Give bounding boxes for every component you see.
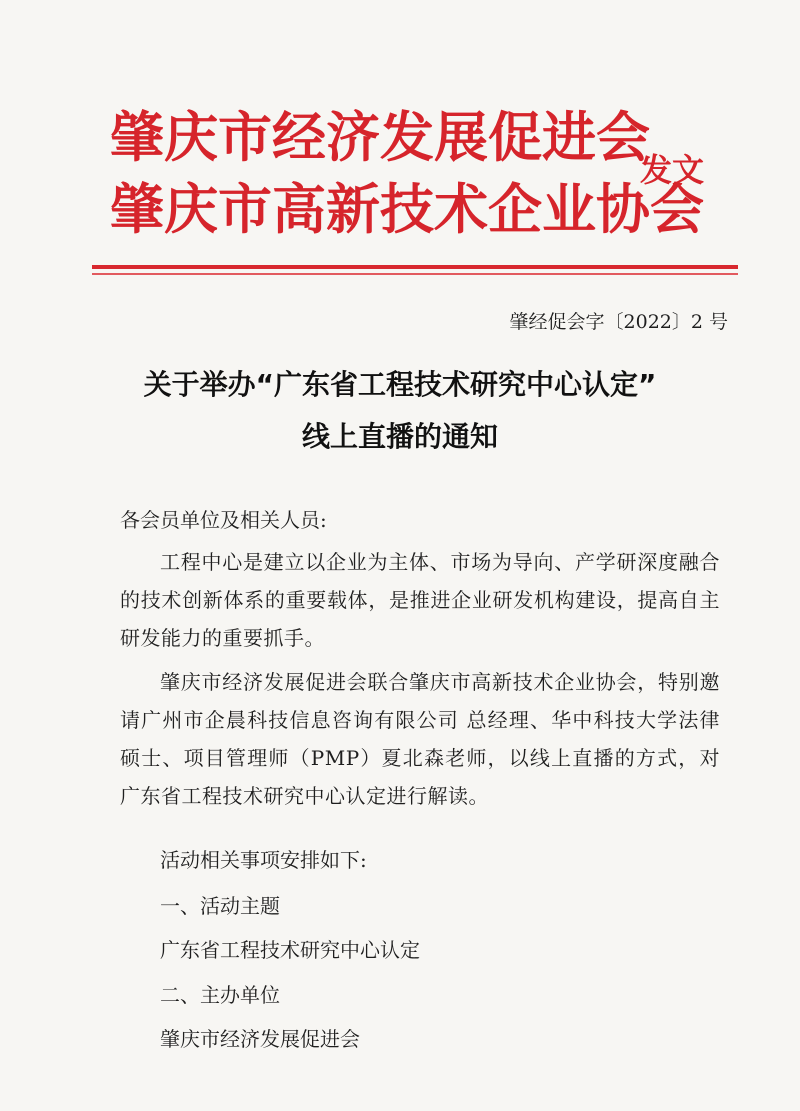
document-title-line-2: 线上直播的通知 (301, 420, 498, 453)
salutation: 各会员单位及相关人员: (120, 508, 327, 532)
org-name-2: 肇庆市高新技术企业协会 (110, 178, 704, 241)
section-1-value: 广东省工程技术研究中心认定 (160, 938, 420, 962)
red-rule-thin (92, 273, 738, 275)
section-1-heading: 一、活动主题 (160, 894, 280, 918)
doc-number: 肇经促会字〔2022〕2 号 (509, 311, 728, 333)
red-rule-thick (92, 265, 738, 269)
paragraph-2: 肇庆市经济发展促进会联合肇庆市高新技术企业协会，特别邀请广州市企晨科技信息咨询有限公司 总经理、华中科技大学法律硕士、项目管理师（PMP）夏北森老师，以线上直播的方式，对广东省工程技术研究中心认定进行解读。 (120, 670, 720, 808)
document-title-line-1: 关于举办“广东省工程技术研究中心认定” (143, 368, 657, 401)
section-2-heading: 二、主办单位 (160, 983, 280, 1007)
org-name-1: 肇庆市经济发展促进会 (110, 106, 650, 169)
arrangement-intro: 活动相关事项安排如下: (160, 848, 367, 872)
red-masthead (0, 0, 800, 290)
paragraph-1: 工程中心是建立以企业为主体、市场为导向、产学研深度融合的技术创新体系的重要载体，是推进企业研发机构建设，提高自主研发能力的重要抓手。 (120, 550, 720, 650)
doc-suffix: 发文 (640, 151, 705, 189)
section-2-value: 肇庆市经济发展促进会 (160, 1027, 360, 1051)
